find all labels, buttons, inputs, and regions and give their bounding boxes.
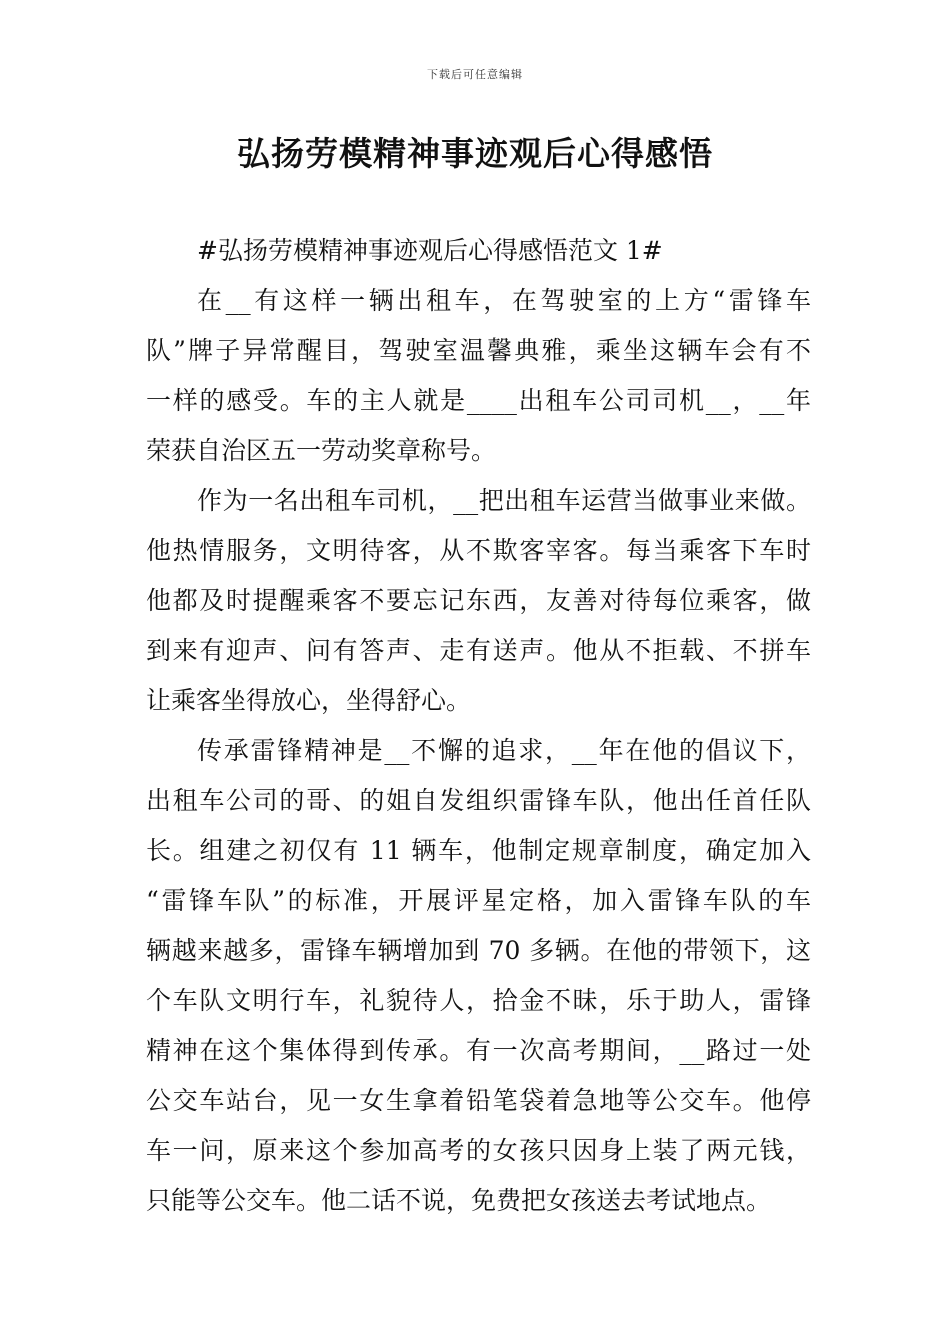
paragraph-line: 精神在这个集体得到传承。有一次高考期间，__路过一处 xyxy=(146,1036,811,1065)
paragraph-line: 荣获自治区五一劳动奖章称号。 xyxy=(146,436,497,465)
document-title: 弘扬劳模精神事迹观后心得感悟 xyxy=(237,134,713,173)
paragraph-line: 公交车站台，见一女生拿着铅笔袋着急地等公交车。他停 xyxy=(146,1086,811,1115)
paragraph-line: 队”牌子异常醒目，驾驶室温馨典雅，乘坐这辆车会有不 xyxy=(146,336,811,365)
paragraph-line: “雷锋车队”的标准，开展评星定格，加入雷锋车队的车 xyxy=(146,886,811,915)
document-body xyxy=(146,226,811,1226)
paragraph-line: 在__有这样一辆出租车，在驾驶室的上方“雷锋车 xyxy=(197,286,811,315)
paragraph-line: 作为一名出租车司机，__把出租车运营当做事业来做。 xyxy=(197,486,811,515)
paragraph-line: 车一问，原来这个参加高考的女孩只因身上装了两元钱， xyxy=(146,1136,811,1165)
paragraph-line: 一样的感受。车的主人就是____出租车公司司机__，__年 xyxy=(146,386,811,415)
paragraph-line: 个车队文明行车，礼貌待人，拾金不昧，乐于助人，雷锋 xyxy=(146,986,811,1015)
header-note: 下载后可任意编辑 xyxy=(427,68,523,81)
paragraph-line: 传承雷锋精神是__不懈的追求，__年在他的倡议下， xyxy=(197,736,811,765)
paragraph-line: 到来有迎声、问有答声、走有送声。他从不拒载、不拼车 xyxy=(146,636,811,665)
paragraph-line: 让乘客坐得放心，坐得舒心。 xyxy=(146,686,472,715)
paragraph-line: 辆越来越多，雷锋车辆增加到 70 多辆。在他的带领下，这 xyxy=(146,936,811,965)
paragraph-line: 长。组建之初仅有 11 辆车，他制定规章制度，确定加入 xyxy=(146,836,811,865)
paragraph-line: 出租车公司的哥、的姐自发组织雷锋车队，他出任首任队 xyxy=(146,786,811,815)
paragraph-line: 他热情服务，文明待客，从不欺客宰客。每当乘客下车时 xyxy=(146,536,811,565)
subheading: #弘扬劳模精神事迹观后心得感悟范文 1# xyxy=(197,236,663,265)
paragraph-line: 只能等公交车。他二话不说，免费把女孩送去考试地点。 xyxy=(146,1186,772,1215)
paragraph-line: 他都及时提醒乘客不要忘记东西，友善对待每位乘客，做 xyxy=(146,586,811,615)
